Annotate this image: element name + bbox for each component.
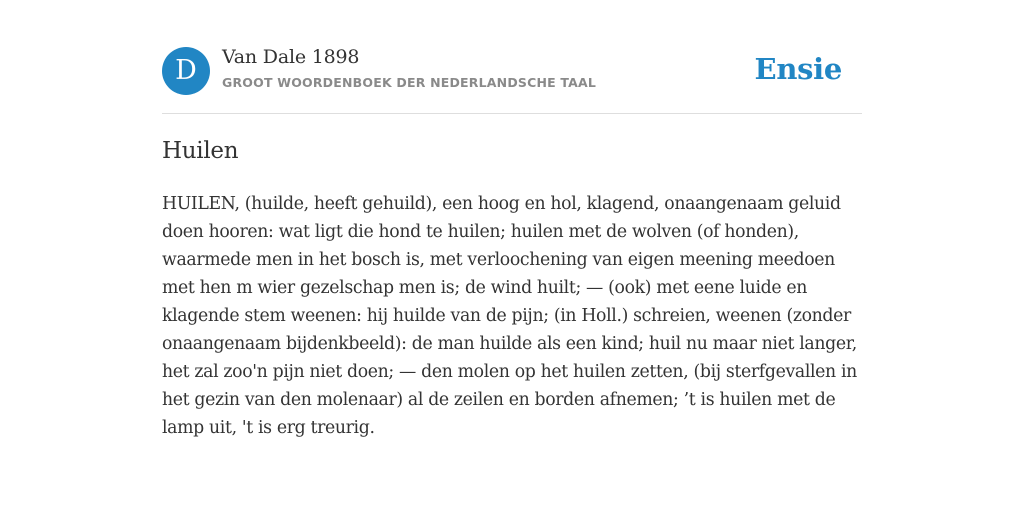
entry-definition: HUILEN, (huilde, heeft gehuild), een hoog en hol, klagend, onaangenaam geluid doen hooren: wat ligt die hond te huilen; huilen met de wolven (of honden), waarmede men in het bosch is, met verloochening van eigen meening meedoen met hen m wier gezelschap men is; de wind huilt; — (ook) met eene luide en klagende stem weenen: hij huilde van de pijn; (in Holl.) schreien, weenen (zonder onaangenaam bijdenkbeeld): de man huilde als een kind; huil nu maar niet langer, het zal zoo'n pijn niet doen; — den molen op het huilen zetten, (bij sterfgevallen in het gezin van den molenaar) al de zeilen en borden afnemen; ’t is huilen met de lamp uit, 't is erg treurig. [162, 194, 857, 438]
header-divider [162, 113, 862, 114]
source-subtitle: GROOT WOORDENBOEK DER NEDERLANDSCHE TAAL [222, 75, 597, 90]
source-title[interactable]: Van Dale 1898 [222, 46, 360, 68]
brand-logo[interactable]: Ensie [754, 52, 842, 86]
header [162, 46, 862, 96]
source-logo[interactable]: D [162, 47, 210, 95]
entry-title: Huilen [162, 138, 239, 164]
